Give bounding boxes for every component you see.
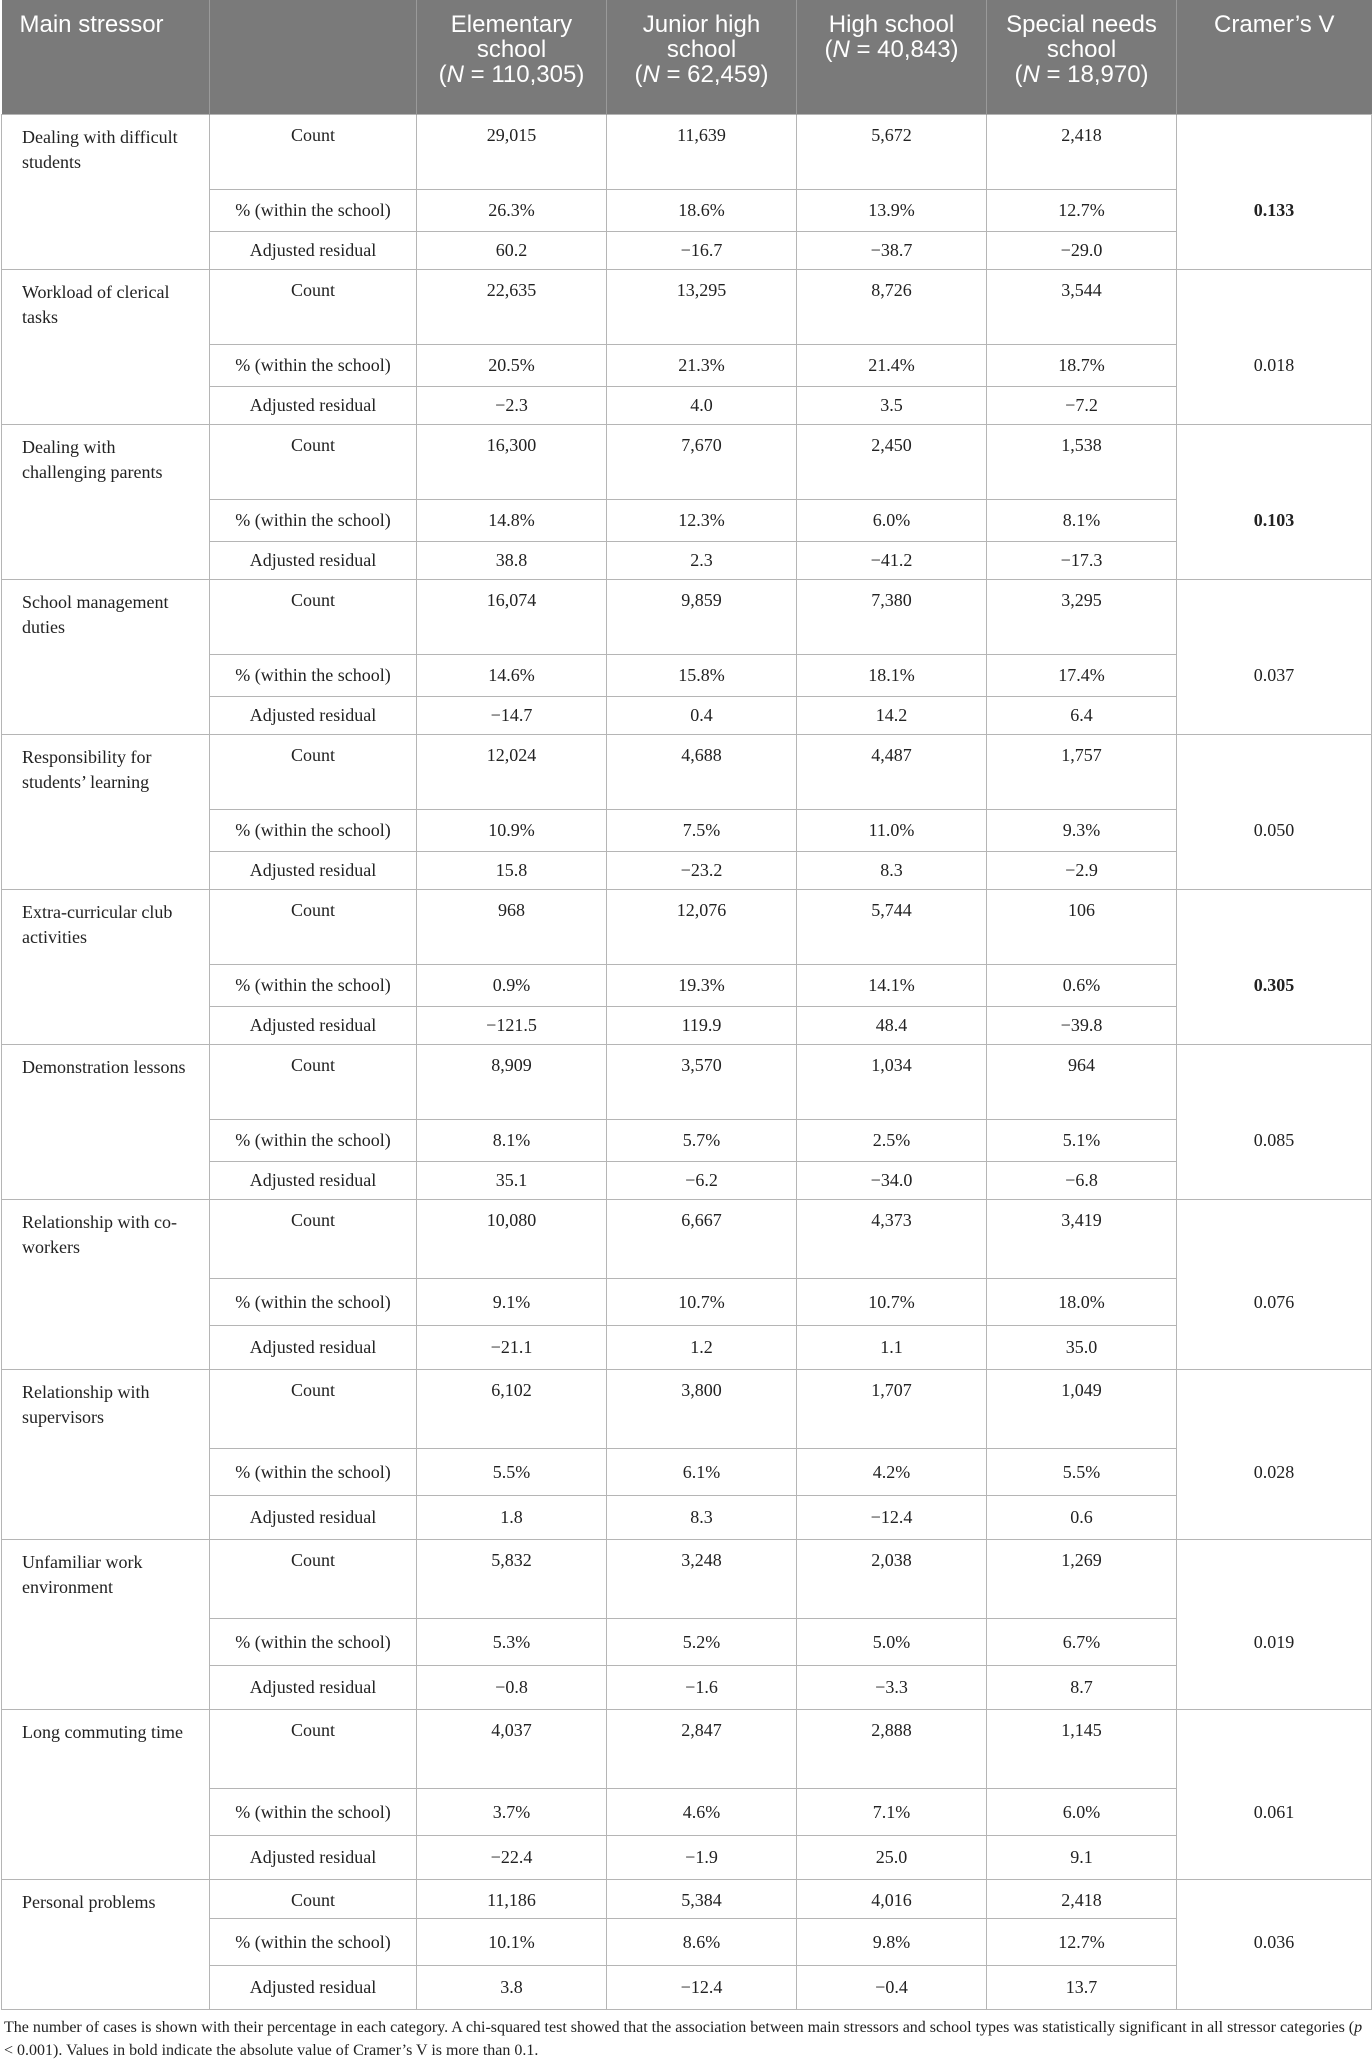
pct-cell: 13.9% xyxy=(797,190,987,232)
measure-label-count: Count xyxy=(210,115,417,190)
pct-cell: 8.1% xyxy=(987,500,1177,542)
residual-cell: 1.1 xyxy=(797,1326,987,1370)
header-cramers-v: Cramer’s V xyxy=(1177,0,1372,115)
residual-cell: 6.4 xyxy=(987,697,1177,735)
cramers-v-cell: 0.037 xyxy=(1177,655,1372,697)
pct-cell: 4.2% xyxy=(797,1449,987,1496)
pct-cell: 5.2% xyxy=(607,1619,797,1666)
cramers-v-empty-cell xyxy=(1177,1496,1372,1540)
cramers-v-cell: 0.018 xyxy=(1177,345,1372,387)
count-cell: 1,269 xyxy=(987,1540,1177,1619)
cramers-v-empty-cell xyxy=(1177,1836,1372,1880)
cramers-v-empty-cell xyxy=(1177,697,1372,735)
cramers-v-empty-cell xyxy=(1177,232,1372,270)
table-row xyxy=(2,425,1372,500)
count-cell: 12,024 xyxy=(417,735,607,810)
cramers-v-empty-cell xyxy=(1177,1540,1372,1619)
pct-cell: 20.5% xyxy=(417,345,607,387)
cramers-v-empty-cell xyxy=(1177,735,1372,810)
residual-cell: −3.3 xyxy=(797,1666,987,1710)
cramers-v-empty-cell xyxy=(1177,270,1372,345)
count-cell: 12,076 xyxy=(607,890,797,965)
pct-cell: 8.6% xyxy=(607,1919,797,1966)
n-value: = 18,970) xyxy=(1046,61,1149,88)
measure-label-count: Count xyxy=(210,270,417,345)
cramers-v-empty-cell xyxy=(1177,542,1372,580)
footnote-text-end: < 0.001). Values in bold indicate the absolute value of Cramer’s V is more than 0.1. xyxy=(4,2042,539,2059)
pct-cell: 21.4% xyxy=(797,345,987,387)
residual-cell: 9.1 xyxy=(987,1836,1177,1880)
header-school-high: High school (N = 40,843) xyxy=(797,0,987,115)
pct-cell: 10.9% xyxy=(417,810,607,852)
residual-cell: 35.0 xyxy=(987,1326,1177,1370)
residual-cell: 48.4 xyxy=(797,1007,987,1045)
count-cell: 5,744 xyxy=(797,890,987,965)
measure-label-residual: Adjusted residual xyxy=(210,1666,417,1710)
count-cell: 13,295 xyxy=(607,270,797,345)
cramers-v-empty-cell xyxy=(1177,425,1372,500)
stressor-cell: School management duties xyxy=(2,580,210,735)
cramers-v-cell: 0.036 xyxy=(1177,1919,1372,1966)
pct-cell: 11.0% xyxy=(797,810,987,852)
pct-cell: 10.7% xyxy=(607,1279,797,1326)
pct-cell: 19.3% xyxy=(607,965,797,1007)
measure-label-pct: % (within the school) xyxy=(210,1279,417,1326)
stressor-cell: Relationship with supervisors xyxy=(2,1370,210,1540)
measure-label-residual: Adjusted residual xyxy=(210,387,417,425)
pct-cell: 14.8% xyxy=(417,500,607,542)
cramers-v-empty-cell xyxy=(1177,1007,1372,1045)
pct-cell: 5.3% xyxy=(417,1619,607,1666)
pct-cell: 18.0% xyxy=(987,1279,1177,1326)
pct-cell: 18.7% xyxy=(987,345,1177,387)
residual-cell: −7.2 xyxy=(987,387,1177,425)
residual-cell: −6.8 xyxy=(987,1162,1177,1200)
count-cell: 8,726 xyxy=(797,270,987,345)
measure-label-pct: % (within the school) xyxy=(210,1120,417,1162)
stressor-cell: Dealing with challenging parents xyxy=(2,425,210,580)
residual-cell: 38.8 xyxy=(417,542,607,580)
residual-cell: −21.1 xyxy=(417,1326,607,1370)
residual-cell: 0.6 xyxy=(987,1496,1177,1540)
pct-cell: 5.7% xyxy=(607,1120,797,1162)
count-cell: 5,672 xyxy=(797,115,987,190)
count-cell: 968 xyxy=(417,890,607,965)
measure-label-count: Count xyxy=(210,1045,417,1120)
table-row xyxy=(2,1880,1372,1919)
residual-cell: −12.4 xyxy=(797,1496,987,1540)
table-row xyxy=(2,1710,1372,1789)
pct-cell: 2.5% xyxy=(797,1120,987,1162)
table-row xyxy=(2,890,1372,965)
measure-label-residual: Adjusted residual xyxy=(210,697,417,735)
pct-cell: 12.7% xyxy=(987,1919,1177,1966)
cramers-v-cell: 0.028 xyxy=(1177,1449,1372,1496)
table-footnote xyxy=(4,2016,1368,2062)
count-cell: 3,248 xyxy=(607,1540,797,1619)
count-cell: 4,373 xyxy=(797,1200,987,1279)
measure-label-pct: % (within the school) xyxy=(210,190,417,232)
measure-label-residual: Adjusted residual xyxy=(210,1326,417,1370)
footnote-text: The number of cases is shown with their percentage in each category. A chi-squared test showed that the association between main stressors and school types was statistically significant in all stressor categories ( xyxy=(4,2019,1355,2036)
residual-cell: −38.7 xyxy=(797,232,987,270)
measure-label-count: Count xyxy=(210,1200,417,1279)
cramers-v-cell: 0.103 xyxy=(1177,500,1372,542)
count-cell: 964 xyxy=(987,1045,1177,1120)
residual-cell: −34.0 xyxy=(797,1162,987,1200)
cramers-v-empty-cell xyxy=(1177,890,1372,965)
table-header xyxy=(2,0,1372,115)
table-row xyxy=(2,270,1372,345)
measure-label-count: Count xyxy=(210,1880,417,1919)
table-row xyxy=(2,580,1372,655)
pct-cell: 5.0% xyxy=(797,1619,987,1666)
residual-cell: −0.4 xyxy=(797,1966,987,2010)
residual-cell: 1.8 xyxy=(417,1496,607,1540)
pct-cell: 7.5% xyxy=(607,810,797,852)
cramers-v-empty-cell xyxy=(1177,1880,1372,1919)
residual-cell: 60.2 xyxy=(417,232,607,270)
measure-label-pct: % (within the school) xyxy=(210,655,417,697)
count-cell: 4,688 xyxy=(607,735,797,810)
count-cell: 11,639 xyxy=(607,115,797,190)
cramers-v-empty-cell xyxy=(1177,1370,1372,1449)
pct-cell: 18.6% xyxy=(607,190,797,232)
header-school-elementary: Elementary school (N = 110,305) xyxy=(417,0,607,115)
residual-cell: −1.6 xyxy=(607,1666,797,1710)
stressor-table xyxy=(1,0,1372,2010)
count-cell: 6,667 xyxy=(607,1200,797,1279)
pct-cell: 6.1% xyxy=(607,1449,797,1496)
measure-label-pct: % (within the school) xyxy=(210,1619,417,1666)
stressor-cell: Responsibility for students’ learning xyxy=(2,735,210,890)
residual-cell: −39.8 xyxy=(987,1007,1177,1045)
count-cell: 22,635 xyxy=(417,270,607,345)
residual-cell: 35.1 xyxy=(417,1162,607,1200)
school-name: Special needs school xyxy=(1006,11,1157,63)
residual-cell: −2.3 xyxy=(417,387,607,425)
cramers-v-empty-cell xyxy=(1177,1710,1372,1789)
table-row xyxy=(2,735,1372,810)
cramers-v-empty-cell xyxy=(1177,387,1372,425)
count-cell: 10,080 xyxy=(417,1200,607,1279)
pct-cell: 14.6% xyxy=(417,655,607,697)
count-cell: 3,800 xyxy=(607,1370,797,1449)
count-cell: 5,832 xyxy=(417,1540,607,1619)
cramers-v-empty-cell xyxy=(1177,1326,1372,1370)
n-label: N xyxy=(642,61,660,88)
measure-label-residual: Adjusted residual xyxy=(210,542,417,580)
cramers-v-empty-cell xyxy=(1177,1200,1372,1279)
residual-cell: 4.0 xyxy=(607,387,797,425)
pct-cell: 15.8% xyxy=(607,655,797,697)
cramers-v-empty-cell xyxy=(1177,1966,1372,2010)
measure-label-residual: Adjusted residual xyxy=(210,1007,417,1045)
measure-label-count: Count xyxy=(210,1370,417,1449)
pct-cell: 0.9% xyxy=(417,965,607,1007)
count-cell: 11,186 xyxy=(417,1880,607,1919)
count-cell: 1,034 xyxy=(797,1045,987,1120)
count-cell: 2,888 xyxy=(797,1710,987,1789)
pct-cell: 3.7% xyxy=(417,1789,607,1836)
residual-cell: −17.3 xyxy=(987,542,1177,580)
school-name: High school xyxy=(828,11,955,38)
count-cell: 8,909 xyxy=(417,1045,607,1120)
residual-cell: 15.8 xyxy=(417,852,607,890)
header-main-stressor: Main stressor xyxy=(2,0,210,115)
residual-cell: 8.3 xyxy=(797,852,987,890)
n-value: = 62,459) xyxy=(666,61,769,88)
pct-cell: 26.3% xyxy=(417,190,607,232)
table-row xyxy=(2,1540,1372,1619)
pct-cell: 10.1% xyxy=(417,1919,607,1966)
cramers-v-cell: 0.061 xyxy=(1177,1789,1372,1836)
residual-cell: 8.3 xyxy=(607,1496,797,1540)
residual-cell: −1.9 xyxy=(607,1836,797,1880)
measure-label-residual: Adjusted residual xyxy=(210,1496,417,1540)
pct-cell: 9.8% xyxy=(797,1919,987,1966)
count-cell: 5,384 xyxy=(607,1880,797,1919)
measure-label-pct: % (within the school) xyxy=(210,810,417,852)
pct-cell: 7.1% xyxy=(797,1789,987,1836)
header-school-special-needs: Special needs school (N = 18,970) xyxy=(987,0,1177,115)
count-cell: 1,757 xyxy=(987,735,1177,810)
count-cell: 3,544 xyxy=(987,270,1177,345)
count-cell: 9,859 xyxy=(607,580,797,655)
residual-cell: 3.5 xyxy=(797,387,987,425)
residual-cell: −0.8 xyxy=(417,1666,607,1710)
measure-label-residual: Adjusted residual xyxy=(210,852,417,890)
pct-cell: 4.6% xyxy=(607,1789,797,1836)
count-cell: 1,145 xyxy=(987,1710,1177,1789)
cramers-v-cell: 0.085 xyxy=(1177,1120,1372,1162)
residual-cell: −2.9 xyxy=(987,852,1177,890)
cramers-v-empty-cell xyxy=(1177,580,1372,655)
residual-cell: −16.7 xyxy=(607,232,797,270)
pct-cell: 17.4% xyxy=(987,655,1177,697)
measure-label-count: Count xyxy=(210,580,417,655)
count-cell: 1,538 xyxy=(987,425,1177,500)
school-name: Junior high school xyxy=(642,11,761,63)
count-cell: 7,380 xyxy=(797,580,987,655)
count-cell: 16,300 xyxy=(417,425,607,500)
count-cell: 4,016 xyxy=(797,1880,987,1919)
cramers-v-empty-cell xyxy=(1177,1045,1372,1120)
count-cell: 2,418 xyxy=(987,115,1177,190)
measure-label-count: Count xyxy=(210,425,417,500)
table-row xyxy=(2,1200,1372,1279)
count-cell: 2,847 xyxy=(607,1710,797,1789)
count-cell: 3,570 xyxy=(607,1045,797,1120)
residual-cell: 3.8 xyxy=(417,1966,607,2010)
stressor-cell: Demonstration lessons xyxy=(2,1045,210,1200)
residual-cell: 119.9 xyxy=(607,1007,797,1045)
cramers-v-cell: 0.019 xyxy=(1177,1619,1372,1666)
pct-cell: 6.7% xyxy=(987,1619,1177,1666)
count-cell: 7,670 xyxy=(607,425,797,500)
residual-cell: 2.3 xyxy=(607,542,797,580)
residual-cell: −29.0 xyxy=(987,232,1177,270)
n-value: = 40,843) xyxy=(856,36,959,63)
measure-label-residual: Adjusted residual xyxy=(210,1966,417,2010)
residual-cell: 8.7 xyxy=(987,1666,1177,1710)
pct-cell: 0.6% xyxy=(987,965,1177,1007)
pct-cell: 6.0% xyxy=(797,500,987,542)
pct-cell: 8.1% xyxy=(417,1120,607,1162)
cramers-v-empty-cell xyxy=(1177,1162,1372,1200)
stressor-cell: Dealing with difficult students xyxy=(2,115,210,270)
residual-cell: −23.2 xyxy=(607,852,797,890)
count-cell: 2,038 xyxy=(797,1540,987,1619)
pct-cell: 5.5% xyxy=(987,1449,1177,1496)
header-measure xyxy=(210,0,417,115)
count-cell: 1,049 xyxy=(987,1370,1177,1449)
residual-cell: 1.2 xyxy=(607,1326,797,1370)
residual-cell: −41.2 xyxy=(797,542,987,580)
cramers-v-cell: 0.133 xyxy=(1177,190,1372,232)
count-cell: 4,037 xyxy=(417,1710,607,1789)
count-cell: 2,450 xyxy=(797,425,987,500)
footnote-p-symbol: p xyxy=(1354,2019,1363,2036)
cramers-v-empty-cell xyxy=(1177,1666,1372,1710)
cramers-v-cell: 0.076 xyxy=(1177,1279,1372,1326)
residual-cell: −12.4 xyxy=(607,1966,797,2010)
stressor-cell: Long commuting time xyxy=(2,1710,210,1880)
pct-cell: 5.1% xyxy=(987,1120,1177,1162)
measure-label-pct: % (within the school) xyxy=(210,1789,417,1836)
measure-label-residual: Adjusted residual xyxy=(210,232,417,270)
measure-label-count: Count xyxy=(210,735,417,810)
table-row xyxy=(2,1370,1372,1449)
count-cell: 16,074 xyxy=(417,580,607,655)
count-cell: 29,015 xyxy=(417,115,607,190)
measure-label-pct: % (within the school) xyxy=(210,1919,417,1966)
pct-cell: 12.7% xyxy=(987,190,1177,232)
measure-label-count: Count xyxy=(210,1710,417,1789)
n-label: N xyxy=(1022,61,1040,88)
measure-label-pct: % (within the school) xyxy=(210,500,417,542)
pct-cell: 6.0% xyxy=(987,1789,1177,1836)
residual-cell: −6.2 xyxy=(607,1162,797,1200)
stressor-cell: Unfamiliar work environment xyxy=(2,1540,210,1710)
residual-cell: −121.5 xyxy=(417,1007,607,1045)
count-cell: 4,487 xyxy=(797,735,987,810)
table-row xyxy=(2,1045,1372,1120)
measure-label-count: Count xyxy=(210,890,417,965)
measure-label-count: Count xyxy=(210,1540,417,1619)
pct-cell: 21.3% xyxy=(607,345,797,387)
header-school-junior-high: Junior high school (N = 62,459) xyxy=(607,0,797,115)
measure-label-pct: % (within the school) xyxy=(210,965,417,1007)
count-cell: 2,418 xyxy=(987,1880,1177,1919)
pct-cell: 9.1% xyxy=(417,1279,607,1326)
pct-cell: 12.3% xyxy=(607,500,797,542)
stressor-cell: Workload of clerical tasks xyxy=(2,270,210,425)
stressor-cell: Relationship with co-workers xyxy=(2,1200,210,1370)
residual-cell: 0.4 xyxy=(607,697,797,735)
count-cell: 106 xyxy=(987,890,1177,965)
n-value: = 110,305) xyxy=(470,61,585,88)
measure-label-pct: % (within the school) xyxy=(210,1449,417,1496)
table-row xyxy=(2,115,1372,190)
residual-cell: 14.2 xyxy=(797,697,987,735)
pct-cell: 5.5% xyxy=(417,1449,607,1496)
n-label: N xyxy=(832,36,850,63)
cramers-v-cell: 0.050 xyxy=(1177,810,1372,852)
n-label: N xyxy=(446,61,464,88)
count-cell: 1,707 xyxy=(797,1370,987,1449)
pct-cell: 18.1% xyxy=(797,655,987,697)
measure-label-residual: Adjusted residual xyxy=(210,1162,417,1200)
pct-cell: 9.3% xyxy=(987,810,1177,852)
measure-label-residual: Adjusted residual xyxy=(210,1836,417,1880)
residual-cell: 25.0 xyxy=(797,1836,987,1880)
cramers-v-empty-cell xyxy=(1177,115,1372,190)
pct-cell: 14.1% xyxy=(797,965,987,1007)
cramers-v-cell: 0.305 xyxy=(1177,965,1372,1007)
school-name: Elementary school xyxy=(450,11,573,63)
table-body xyxy=(2,115,1372,2010)
measure-label-pct: % (within the school) xyxy=(210,345,417,387)
stressor-cell: Extra-curricular club activities xyxy=(2,890,210,1045)
stressor-cell: Personal problems xyxy=(2,1880,210,2010)
residual-cell: −14.7 xyxy=(417,697,607,735)
residual-cell: −22.4 xyxy=(417,1836,607,1880)
count-cell: 3,419 xyxy=(987,1200,1177,1279)
pct-cell: 10.7% xyxy=(797,1279,987,1326)
count-cell: 3,295 xyxy=(987,580,1177,655)
count-cell: 6,102 xyxy=(417,1370,607,1449)
residual-cell: 13.7 xyxy=(987,1966,1177,2010)
cramers-v-empty-cell xyxy=(1177,852,1372,890)
